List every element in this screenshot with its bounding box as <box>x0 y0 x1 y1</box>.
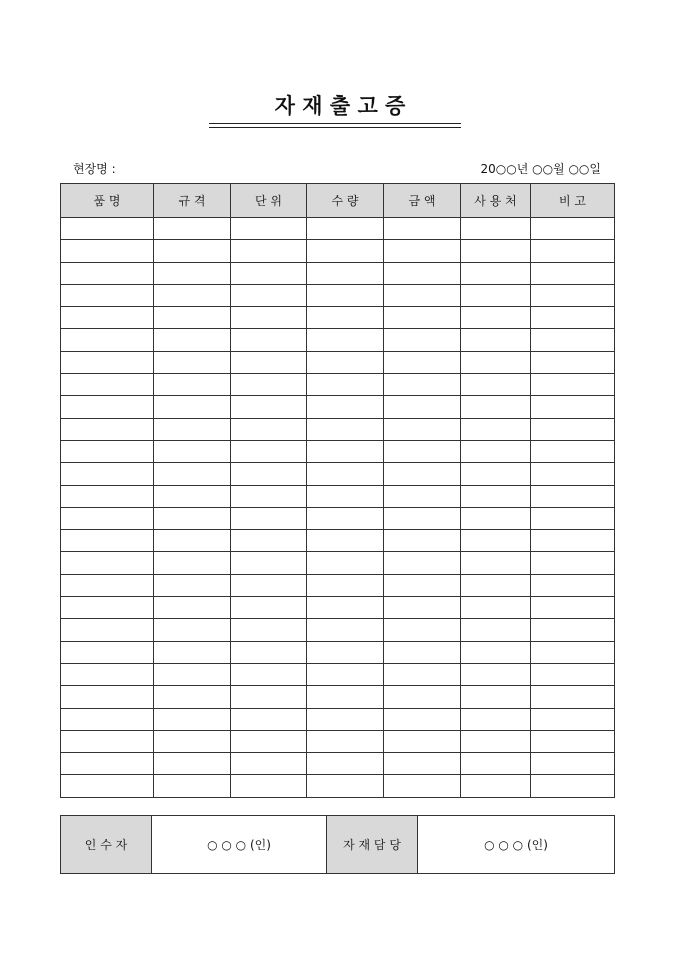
table-cell[interactable] <box>154 574 231 596</box>
table-cell[interactable] <box>231 329 307 351</box>
table-cell[interactable] <box>461 641 531 663</box>
table-cell[interactable] <box>461 552 531 574</box>
table-cell[interactable] <box>231 284 307 306</box>
table-cell[interactable] <box>61 730 154 752</box>
table-cell[interactable] <box>231 574 307 596</box>
table-row <box>61 218 615 240</box>
manager-signature-field[interactable]: ○ ○ ○ (인) <box>418 816 615 874</box>
table-cell[interactable] <box>384 708 461 730</box>
table-cell[interactable] <box>61 552 154 574</box>
table-cell[interactable] <box>61 262 154 284</box>
table-cell[interactable] <box>531 485 615 507</box>
table-row <box>61 663 615 685</box>
table-cell[interactable] <box>384 374 461 396</box>
table-cell[interactable] <box>307 218 384 240</box>
table-cell[interactable] <box>231 440 307 462</box>
table-cell[interactable] <box>307 641 384 663</box>
title-underline-double <box>209 127 461 128</box>
table-cell[interactable] <box>531 374 615 396</box>
table-cell[interactable] <box>231 775 307 797</box>
table-cell[interactable] <box>154 730 231 752</box>
table-cell[interactable] <box>61 597 154 619</box>
table-cell[interactable] <box>231 262 307 284</box>
table-row <box>61 619 615 641</box>
table-cell[interactable] <box>307 374 384 396</box>
table-cell[interactable] <box>461 730 531 752</box>
table-cell[interactable] <box>154 708 231 730</box>
table-cell[interactable] <box>154 329 231 351</box>
table-cell[interactable] <box>307 351 384 373</box>
table-cell[interactable] <box>384 597 461 619</box>
table-cell[interactable] <box>531 775 615 797</box>
table-cell[interactable] <box>461 440 531 462</box>
table-cell[interactable] <box>61 284 154 306</box>
table-cell[interactable] <box>531 730 615 752</box>
table-cell[interactable] <box>307 730 384 752</box>
table-row <box>61 530 615 552</box>
table-cell[interactable] <box>384 351 461 373</box>
table-cell[interactable] <box>231 530 307 552</box>
table-cell[interactable] <box>531 329 615 351</box>
table-cell[interactable] <box>231 507 307 529</box>
table-cell[interactable] <box>384 530 461 552</box>
table-row <box>61 440 615 462</box>
table-cell[interactable] <box>61 485 154 507</box>
table-cell[interactable] <box>307 329 384 351</box>
table-row <box>61 418 615 440</box>
table-cell[interactable] <box>307 485 384 507</box>
table-cell[interactable] <box>231 753 307 775</box>
table-cell[interactable] <box>231 641 307 663</box>
table-cell[interactable] <box>154 686 231 708</box>
table-cell[interactable] <box>61 440 154 462</box>
table-cell[interactable] <box>384 574 461 596</box>
table-cell[interactable] <box>61 574 154 596</box>
table-cell[interactable] <box>531 396 615 418</box>
table-cell[interactable] <box>384 775 461 797</box>
table-cell[interactable] <box>461 329 531 351</box>
table-cell[interactable] <box>61 530 154 552</box>
header-remarks: 비 고 <box>531 184 615 218</box>
table-cell[interactable] <box>384 485 461 507</box>
table-cell[interactable] <box>461 418 531 440</box>
table-row <box>61 463 615 485</box>
table-cell[interactable] <box>531 507 615 529</box>
table-cell[interactable] <box>461 262 531 284</box>
table-cell[interactable] <box>61 775 154 797</box>
table-row <box>61 262 615 284</box>
table-cell[interactable] <box>154 530 231 552</box>
table-cell[interactable] <box>154 262 231 284</box>
table-cell[interactable] <box>531 284 615 306</box>
table-cell[interactable] <box>461 686 531 708</box>
table-cell[interactable] <box>231 708 307 730</box>
table-cell[interactable] <box>231 552 307 574</box>
table-cell[interactable] <box>231 374 307 396</box>
header-unit: 단 위 <box>231 184 307 218</box>
table-cell[interactable] <box>384 663 461 685</box>
table-row <box>61 730 615 752</box>
table-cell[interactable] <box>461 574 531 596</box>
table-row <box>61 641 615 663</box>
table-cell[interactable] <box>531 686 615 708</box>
table-cell[interactable] <box>61 240 154 262</box>
table-cell[interactable] <box>154 663 231 685</box>
table-cell[interactable] <box>461 619 531 641</box>
table-row <box>61 485 615 507</box>
table-cell[interactable] <box>231 240 307 262</box>
table-cell[interactable] <box>384 552 461 574</box>
table-cell[interactable] <box>154 507 231 529</box>
table-cell[interactable] <box>461 218 531 240</box>
table-cell[interactable] <box>384 218 461 240</box>
table-row <box>61 351 615 373</box>
table-cell[interactable] <box>531 262 615 284</box>
table-cell[interactable] <box>307 240 384 262</box>
table-cell[interactable] <box>307 262 384 284</box>
table-cell[interactable] <box>531 619 615 641</box>
header-quantity: 수 량 <box>307 184 384 218</box>
table-row <box>61 686 615 708</box>
table-cell[interactable] <box>154 597 231 619</box>
table-cell[interactable] <box>154 485 231 507</box>
table-cell[interactable] <box>307 753 384 775</box>
table-cell[interactable] <box>61 329 154 351</box>
table-cell[interactable] <box>231 619 307 641</box>
table-row <box>61 708 615 730</box>
table-cell[interactable] <box>61 307 154 329</box>
table-cell[interactable] <box>154 374 231 396</box>
table-cell[interactable] <box>384 463 461 485</box>
table-cell[interactable] <box>61 686 154 708</box>
table-cell[interactable] <box>531 240 615 262</box>
table-cell[interactable] <box>384 396 461 418</box>
site-name-label: 현장명 : <box>73 162 116 176</box>
table-cell[interactable] <box>61 351 154 373</box>
table-cell[interactable] <box>61 218 154 240</box>
header-item-name: 품 명 <box>61 184 154 218</box>
table-cell[interactable] <box>61 708 154 730</box>
table-cell[interactable] <box>461 351 531 373</box>
table-cell[interactable] <box>61 418 154 440</box>
table-row <box>61 374 615 396</box>
table-cell[interactable] <box>531 307 615 329</box>
table-cell[interactable] <box>384 329 461 351</box>
table-cell[interactable] <box>307 440 384 462</box>
table-cell[interactable] <box>461 708 531 730</box>
table-cell[interactable] <box>531 753 615 775</box>
table-cell[interactable] <box>307 418 384 440</box>
table-cell[interactable] <box>531 708 615 730</box>
table-cell[interactable] <box>461 240 531 262</box>
table-cell[interactable] <box>307 530 384 552</box>
table-cell[interactable] <box>231 218 307 240</box>
table-cell[interactable] <box>154 552 231 574</box>
table-cell[interactable] <box>461 753 531 775</box>
items-table <box>60 183 615 798</box>
table-cell[interactable] <box>61 663 154 685</box>
table-cell[interactable] <box>231 485 307 507</box>
table-cell[interactable] <box>307 775 384 797</box>
table-cell[interactable] <box>461 396 531 418</box>
table-cell[interactable] <box>231 418 307 440</box>
table-cell[interactable] <box>61 641 154 663</box>
table-cell[interactable] <box>231 663 307 685</box>
title-underline <box>209 123 461 124</box>
table-cell[interactable] <box>531 218 615 240</box>
table-cell[interactable] <box>384 686 461 708</box>
table-cell[interactable] <box>154 753 231 775</box>
table-header-row <box>61 184 615 218</box>
signature-table <box>60 815 615 874</box>
table-row <box>61 396 615 418</box>
table-cell[interactable] <box>307 463 384 485</box>
table-cell[interactable] <box>154 775 231 797</box>
table-cell[interactable] <box>307 284 384 306</box>
table-row <box>61 507 615 529</box>
table-cell[interactable] <box>154 396 231 418</box>
table-cell[interactable] <box>384 619 461 641</box>
table-cell[interactable] <box>307 619 384 641</box>
table-cell[interactable] <box>531 597 615 619</box>
table-cell[interactable] <box>384 641 461 663</box>
table-cell[interactable] <box>384 262 461 284</box>
table-cell[interactable] <box>531 574 615 596</box>
table-row <box>61 753 615 775</box>
table-cell[interactable] <box>531 440 615 462</box>
table-cell[interactable] <box>461 775 531 797</box>
header-used-at: 사 용 처 <box>461 184 531 218</box>
table-cell[interactable] <box>461 284 531 306</box>
table-cell[interactable] <box>461 507 531 529</box>
table-cell[interactable] <box>307 396 384 418</box>
table-cell[interactable] <box>531 663 615 685</box>
issue-date: 20○○년 ○○월 ○○일 <box>480 162 601 176</box>
table-cell[interactable] <box>154 351 231 373</box>
table-cell[interactable] <box>461 597 531 619</box>
table-cell[interactable] <box>384 730 461 752</box>
table-cell[interactable] <box>384 240 461 262</box>
table-cell[interactable] <box>461 374 531 396</box>
table-cell[interactable] <box>461 663 531 685</box>
table-cell[interactable] <box>231 686 307 708</box>
table-cell[interactable] <box>61 507 154 529</box>
table-cell[interactable] <box>61 463 154 485</box>
table-row <box>61 597 615 619</box>
table-cell[interactable] <box>384 507 461 529</box>
table-cell[interactable] <box>231 463 307 485</box>
table-cell[interactable] <box>531 463 615 485</box>
table-cell[interactable] <box>461 530 531 552</box>
table-cell[interactable] <box>384 418 461 440</box>
table-row <box>61 284 615 306</box>
table-cell[interactable] <box>307 708 384 730</box>
table-row <box>61 240 615 262</box>
table-cell[interactable] <box>154 641 231 663</box>
table-cell[interactable] <box>154 619 231 641</box>
table-cell[interactable] <box>461 485 531 507</box>
header-spec: 규 격 <box>154 184 231 218</box>
table-cell[interactable] <box>231 730 307 752</box>
table-cell[interactable] <box>61 753 154 775</box>
table-cell[interactable] <box>61 396 154 418</box>
table-row <box>61 552 615 574</box>
table-cell[interactable] <box>531 418 615 440</box>
table-cell[interactable] <box>531 530 615 552</box>
table-cell[interactable] <box>384 284 461 306</box>
table-cell[interactable] <box>307 574 384 596</box>
receiver-label: 인 수 자 <box>61 816 152 874</box>
table-cell[interactable] <box>231 307 307 329</box>
table-cell[interactable] <box>61 374 154 396</box>
table-cell[interactable] <box>231 597 307 619</box>
table-row <box>61 307 615 329</box>
table-cell[interactable] <box>307 663 384 685</box>
table-cell[interactable] <box>154 307 231 329</box>
table-cell[interactable] <box>307 507 384 529</box>
table-cell[interactable] <box>307 686 384 708</box>
table-cell[interactable] <box>154 463 231 485</box>
header-amount: 금 액 <box>384 184 461 218</box>
table-cell[interactable] <box>231 396 307 418</box>
document-title: 자 재 출 고 증 <box>274 94 406 118</box>
table-cell[interactable] <box>307 307 384 329</box>
table-row <box>61 574 615 596</box>
table-cell[interactable] <box>231 351 307 373</box>
table-cell[interactable] <box>531 641 615 663</box>
table-cell[interactable] <box>384 753 461 775</box>
signature-row <box>61 816 615 874</box>
table-row <box>61 329 615 351</box>
table-cell[interactable] <box>154 240 231 262</box>
material-manager-label: 자 재 담 당 <box>327 816 418 874</box>
table-cell[interactable] <box>531 552 615 574</box>
table-cell[interactable] <box>307 552 384 574</box>
table-cell[interactable] <box>461 463 531 485</box>
table-cell[interactable] <box>154 418 231 440</box>
table-cell[interactable] <box>461 307 531 329</box>
table-cell[interactable] <box>384 440 461 462</box>
table-cell[interactable] <box>154 284 231 306</box>
table-cell[interactable] <box>384 307 461 329</box>
receiver-signature-field[interactable]: ○ ○ ○ (인) <box>152 816 327 874</box>
table-cell[interactable] <box>307 597 384 619</box>
table-cell[interactable] <box>154 218 231 240</box>
table-cell[interactable] <box>61 619 154 641</box>
table-cell[interactable] <box>154 440 231 462</box>
table-row <box>61 775 615 797</box>
table-cell[interactable] <box>531 351 615 373</box>
